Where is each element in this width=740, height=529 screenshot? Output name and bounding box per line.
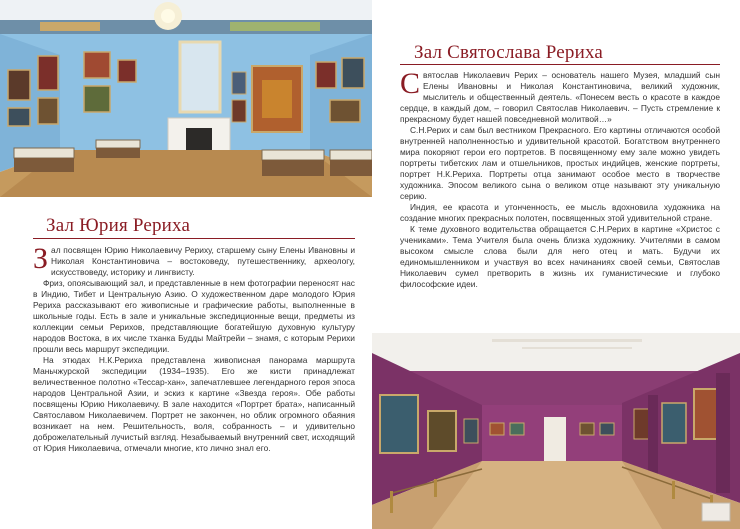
sviatoslav-paragraph-3: Индия, ее красота и утонченность, ее мысль вдохновила художника на создание многих прекрасных полотен, посвященных этой удивительной стране. (400, 202, 720, 223)
yuri-dropcap: З (33, 242, 49, 275)
sviatoslav-hall-text (400, 67, 720, 290)
yuri-paragraph-3: На этюдах Н.К.Рериха представлена живописная панорама маршрута Маньчжурской экспедиции (1934–1935). Его же кисти принадлежат величественное полотно «Тессар-хан», запечатлевшее легендарного героя эпоса народов Центральной Азии, и эскиз к картине «Звезда героя». Обе работы посвящены Юрию Николаевичу. В зале находится «Портрет брата», написанный Святославом Николаевичем. Портрет не закончен, но облик огромного обаяния возникает на нем. Решительность, воля, собранность – и удивительно доброжелательный лучистый взгляд. Незабываемый внутренний свет, исходящий от Юрия Николаевича, отмечали многие, кто лично знал его. (33, 355, 355, 453)
sviatoslav-roerich-hall-photo (372, 333, 740, 529)
yuri-hall-title: Зал Юрия Рериха (46, 215, 191, 236)
yuri-hall-text (33, 242, 355, 454)
yuri-paragraph-1: ал посвящен Юрию Николаевичу Рериху, старшему сыну Елены Ивановны и Николая Константиновича – востоковеду, путешественнику, археологу, искусствоведу, историку и лингвисту. (51, 245, 355, 277)
sviatoslav-paragraph-1: вятослав Николаевич Рерих – основатель нашего Музея, младший сын Елены Ивановны и Николая Константиновича, великий художник, мыслитель и общественный деятель. «Понесем весть о красоте в каждое сердце, в каждый дом, – говорил Святослав Николаевич. – Пусть стремление к прекрасному будет нашей повседневной молитвой…» (400, 70, 720, 124)
yuri-roerich-hall-photo (0, 0, 372, 197)
yuri-title-rule (33, 238, 355, 239)
sviatoslav-title-rule (400, 64, 720, 65)
yuri-paragraph-2: Фриз, опоясывающий зал, и представленные в нем фотографии переносят нас в Индию, Тибет и Центральную Азию. О художественном даре молодого Юрия Рериха рассказывают его живописные и графические работы, выполненные в школьные годы. Есть в зале и уникальные экспедиционные вещи, предметы из коллекции семьи Рерихов, представляющие богатейшую духовную культуру народов Востока, в их числе тханка Будды Майтрейи – знамя, с которым Рерихи прошли весь маршрут экспедиции. (33, 278, 355, 354)
sviatoslav-dropcap: С (400, 67, 421, 100)
sviatoslav-hall-title: Зал Святослава Рериха (414, 42, 604, 63)
sviatoslav-paragraph-4: К теме духовного водительства обращается С.Н.Рерих в картине «Христос с учениками». Тема Учителя была очень близка художнику. Учителями в самом высоком смысле слова были для него отец и мать. Будучи их единомышленником и участвуя во всех начинаниях своей семьи, Святослав Николаевич сумел претворить в жизнь их гуманистические и глубоко философские идеи. (400, 224, 720, 289)
sviatoslav-paragraph-2: С.Н.Рерих и сам был вестником Прекрасного. Его картины отличаются особой внутренней наполненностью и удивительной красотой. Богатством внутреннего мира покоряют герои его портретов. В посвященному ему зале можно увидеть портреты тибетских лам и отшельников, простых индийцев, женские портреты, портрет Н.К.Рериха. Портреты отца занимают особое место в творчестве художника. Эпосом великого сына о великом отце называют эту уникальную серию. (400, 125, 720, 201)
